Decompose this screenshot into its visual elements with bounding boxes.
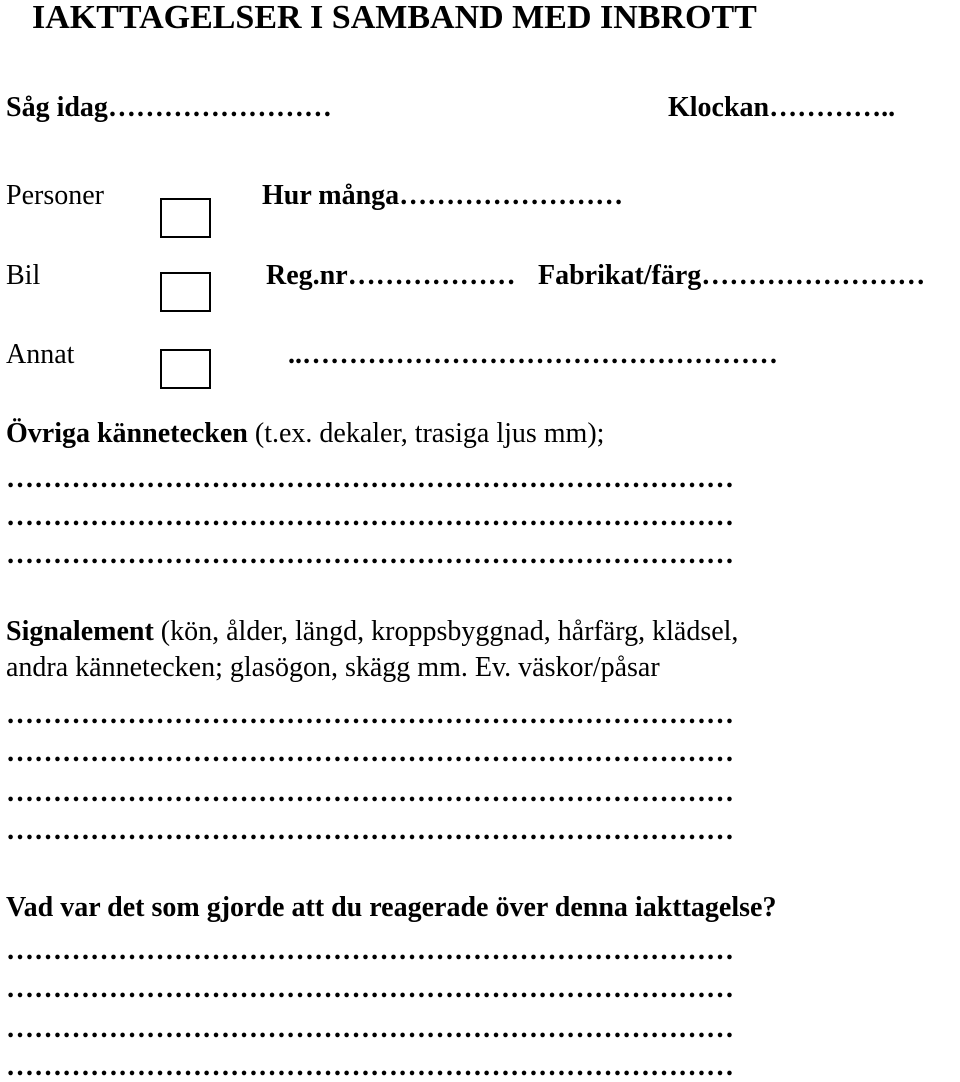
- car-make-field[interactable]: Fabrikat/färg……………………: [538, 260, 926, 291]
- page-title: IAKTTAGELSER I SAMBAND MED INBROTT: [32, 0, 757, 36]
- description-line-2[interactable]: ……………………………………………………………………: [6, 737, 734, 768]
- description-hint-1: (kön, ålder, längd, kroppsbyggnad, hårfärg, klädsel,: [153, 616, 739, 647]
- persons-label: Personer: [6, 180, 104, 211]
- features-line-2[interactable]: ……………………………………………………………………: [6, 501, 734, 532]
- persons-checkbox[interactable]: [160, 198, 211, 238]
- reaction-line-4[interactable]: ……………………………………………………………………: [6, 1051, 734, 1082]
- features-line-1[interactable]: ……………………………………………………………………: [6, 463, 734, 494]
- description-line-4[interactable]: ……………………………………………………………………: [6, 815, 734, 846]
- description-hint-2: andra kännetecken; glasögon, skägg mm. Ev. väskor/påsar: [6, 652, 660, 683]
- other-field[interactable]: ..……………………………………………: [288, 339, 778, 370]
- features-hint: (t.ex. dekaler, trasiga ljus mm);: [247, 418, 605, 449]
- description-line-3[interactable]: ……………………………………………………………………: [6, 777, 734, 808]
- car-label: Bil: [6, 260, 41, 291]
- description-label: Signalement: [6, 616, 154, 647]
- persons-count-field[interactable]: Hur många……………………: [262, 180, 624, 211]
- seen-time-field[interactable]: Klockan…………..: [668, 92, 896, 123]
- reaction-question: Vad var det som gjorde att du reagerade över denna iakttagelse?: [6, 892, 777, 923]
- features-heading: [6, 416, 604, 452]
- reaction-line-1[interactable]: ……………………………………………………………………: [6, 935, 734, 966]
- car-reg-field[interactable]: Reg.nr………………: [266, 260, 516, 291]
- description-line-1[interactable]: ……………………………………………………………………: [6, 699, 734, 730]
- reaction-line-3[interactable]: ……………………………………………………………………: [6, 1013, 734, 1044]
- description-heading: [6, 614, 738, 650]
- car-checkbox[interactable]: [160, 272, 211, 312]
- other-checkbox[interactable]: [160, 349, 211, 389]
- features-line-3[interactable]: ……………………………………………………………………: [6, 539, 734, 570]
- seen-date-field[interactable]: Såg idag……………………: [6, 92, 332, 123]
- other-label: Annat: [6, 339, 75, 370]
- features-label: Övriga kännetecken: [6, 418, 248, 449]
- reaction-line-2[interactable]: ……………………………………………………………………: [6, 973, 734, 1004]
